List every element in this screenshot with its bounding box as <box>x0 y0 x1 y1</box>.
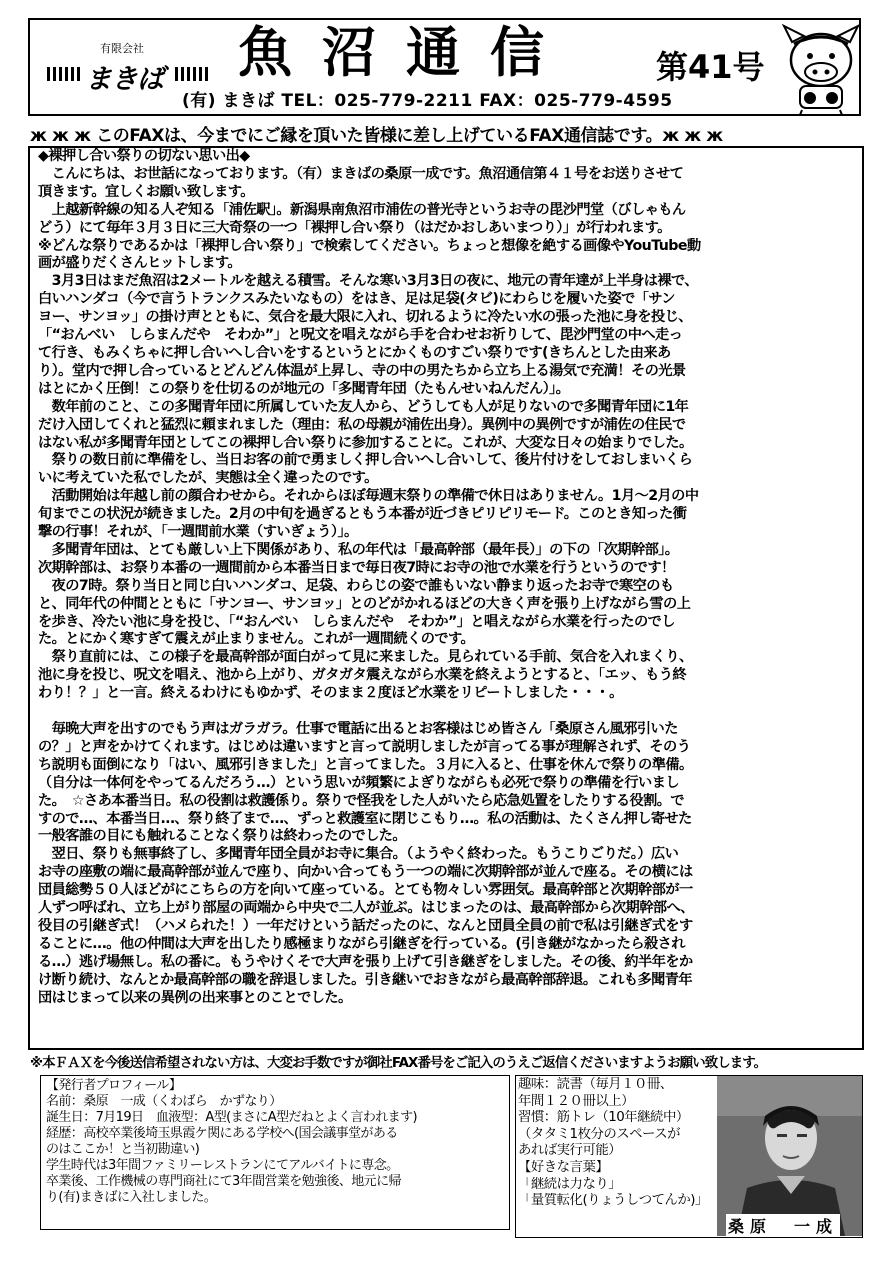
logo-text: まきば <box>85 64 163 95</box>
article-line: わり！？」と一言。終えるわけにもゆかず、そのまま２度ほど水業をリピートしました・・・。 <box>38 685 623 702</box>
article-line: り）。堂内で押し合っているとどんどん体温が上昇し、寺の中の男たちから立ち上る湯気で充満！その光景 <box>38 362 686 379</box>
article-line: すので…、本番当日…、祭り終了まで…、ずっと救護室に閉じこもり…。私の活動は、たくさん押し寄せた <box>38 810 692 827</box>
article-line: 祭りの数日前に準備をし、当日お客の前で勇ましく押し合いへし合いして、後片付けをしておしまいくら <box>38 452 693 469</box>
profile-line: 学生時代は3年間ファミリーレストランにてアルバイトに専念。 <box>46 1158 399 1173</box>
article-line: 旬までこの状況が続きました。2月の中旬を過ぎるともう本番が近づきピリピリモード。このとき知った衝 <box>38 506 687 523</box>
profile-line: のはここか！と当初勘違い) <box>46 1142 200 1157</box>
article-line: ち説明も面倒になり「はい、風邪引きました」と言ってました。３月に入ると、仕事を休んで祭りの準備。 <box>38 756 693 773</box>
article-line: る…）逃げ場無し。私の番に。もうやけくそで大声を張り上げて引き継ぎをしました。その後、約半年をか <box>38 953 693 970</box>
article-line: はとにかく圧倒！この祭りを仕切るのが地元の「多聞青年団（たもんせいねんだん）」。 <box>38 380 570 397</box>
article-line: いに考えていた私でしたが、実態は全く違ったのです。 <box>38 470 378 487</box>
logo-stripes-right <box>175 67 209 81</box>
article-line: 3月3日はまだ魚沼は2メートルを越える積雪。そんな寒い3月3日の夜に、地元の青年達が上半身は裸で、 <box>38 273 699 290</box>
hobby-line: 「量質転化(りょうしつてんか)」 <box>518 1193 708 1209</box>
article-line: （自分は一体何をやってるんだろう…）という思いが頻繁によぎりながらも必死で祭りの準備を行いまし <box>38 774 679 791</box>
company-logo <box>47 57 217 95</box>
article-line: 翌日、祭りも無事終了し、多聞青年団全員がお寺に集合。（ようやく終わった。もうこりごりだ。）広い <box>38 846 679 863</box>
article-line: と、同年代の仲間とともに「サンヨー、サンヨッ」とのどがかれるほどの大きく声を張り上げながら雪の上 <box>38 595 691 612</box>
article-line: ヨー、サンヨッ」の掛け声とともに、気合を最大限に入れ、切れるように冷たい水の張った池に身を投じ、 <box>38 309 692 326</box>
hobby-line: 年間１２０冊以上） <box>518 1093 635 1109</box>
fax-banner: ж ж ж このFAXは、今までにご縁を頂いた皆様に差し上げているFAX通信誌です。ж ж ж <box>30 126 723 146</box>
article-blank-line <box>38 703 854 721</box>
article-line: 祭り直前には、この様子を最高幹部が面白がって見に来ました。見られている手前、気合を入れまくり、 <box>38 649 693 666</box>
profile-line: 卒業後、工作機械の専門商社にて3年間営業を勉強後、地元に帰 <box>46 1174 401 1189</box>
article-body <box>38 148 854 1008</box>
profile-line: 誕生日：7月19日 血液型：A型(まさにA型だねとよく言われます) <box>46 1110 417 1125</box>
hobby-line: （タタミ1枚分のスペースが <box>518 1126 681 1142</box>
company-kind: 有限会社 <box>100 42 144 55</box>
article-line: を歩き、冷たい池に身を投じ、「“おんべい しらまんだや そわか”」と唱えながら水業を行ったのでし <box>38 613 675 630</box>
hobby-line: あれば実行可能） <box>518 1143 622 1159</box>
article-line: 毎晩大声を出すのでもう声はガラガラ。仕事で電話に出るとお客様はじめ皆さん「桑原さん風邪引いた <box>38 721 678 737</box>
article-line: ※どんな祭りであるかは「裸押し合い祭り」で検索してください。ちょっと想像を絶する画像やYouTube動 <box>38 237 701 254</box>
unsubscribe-note: ※本ＦＡＸを今後送信希望されない方は、大変お手数ですが御社FAX番号をご記入のうえご返信くださいますようお願い致します。 <box>30 1056 767 1071</box>
article-line: 一般客誰の目にも触れることなく祭りは終わったのでした。 <box>38 828 407 845</box>
article-line: はない私が多聞青年団としてこの裸押し合い祭りに参加することに。これが、大変な日々の始まりでした。 <box>38 434 693 451</box>
favorite-words-heading: 【好きな言葉】 <box>518 1159 609 1175</box>
photo-caption-name: 桑原 一成 <box>726 1214 840 1237</box>
hobby-line: 「継続は力なり」 <box>518 1176 622 1192</box>
article-line: どう）にて毎年３月３日に三大奇祭の一つ「裸押し合い祭り（はだかおしあいまつり）」が行われます。 <box>38 219 671 236</box>
hobby-line: 趣味：読書（毎月１０冊、 <box>518 1077 673 1092</box>
article-line: 撃の行事！それが、「一週間前水業（すいぎょう）」。 <box>38 524 358 541</box>
logo-stripes-left <box>47 67 81 81</box>
article-line: お寺の座敷の端に最高幹部が並んで座り、向かい合ってもう一つの端に次期幹部が並んで座る。その横には <box>38 864 693 881</box>
hobby-line: 習慣：筋トレ（10年継続中） <box>518 1110 689 1126</box>
profile-line: り(有)まきばに入社しました。 <box>46 1190 217 1205</box>
article-line: た。とにかく寒すぎて震えが止まりません。これが一週間続くのです。 <box>38 631 475 648</box>
profile-line: 経歴：高校卒業後埼玉県霞ケ関にある学校へ(国会議事堂がある <box>46 1126 398 1141</box>
article-line: 役目の引継ぎ式！（ハメられた！）一年だけという話だったのに、なんと団員全員の前で私は引継ぎ式をす <box>38 917 693 934</box>
profile-line: 名前：桑原 一成（くわばら かずなり） <box>46 1094 282 1109</box>
article-heading: ◆裸押し合い祭りの切ない思い出◆ <box>38 148 250 164</box>
article-line: 団はじまって以来の異例の出来事とのことでした。 <box>38 989 352 1006</box>
article-line: の？」と声をかけてくれます。はじめは違いますと言って説明しましたが言ってる事が理解されず、そのう <box>38 738 691 755</box>
publisher-profile <box>46 1078 506 1206</box>
author-photo <box>717 1076 862 1236</box>
article-line: 次期幹部は、お祭り本番の一週間前から本番当日まで毎日夜7時にお寺の池で水業を行うというのです！ <box>38 559 675 576</box>
article-line: 頂きます。宜しくお願い致します。 <box>38 183 254 200</box>
article-line: た。 ☆さあ本番当日。私の役割は救護係り。祭りで怪我をした人がいたら応急処置をしたりする役割。で <box>38 792 685 809</box>
article-line: け断り続け、なんとか最高幹部の職を辞退しました。引き継いでおきながら最高幹部辞退。これも多聞青年 <box>38 971 693 988</box>
newsletter-title: 魚沼通信 <box>238 20 574 84</box>
article-line: て行き、もみくちゃに押し合いへし合いをするというとにかくものすごい祭りです(きちんとした由来あ <box>38 344 671 361</box>
issue-number: 第41号 <box>656 48 765 86</box>
hobby-section <box>518 1077 730 1210</box>
article-line: 夜の7時。祭り当日と同じ白いハンダコ、足袋、わらじの姿で誰もいない静まり返ったお寺で寒空のも <box>38 577 674 594</box>
contact-line: (有) まきば TEL：025-779-2211 FAX：025-779-4595 <box>182 91 673 111</box>
article-line: こんにちは、お世話になっております。（有）まきばの桑原一成です。魚沼通信第４１号をお送りさせて <box>38 165 684 182</box>
article-line: 多聞青年団は、とても厳しい上下関係があり、私の年代は「最高幹部（最年長）」の下の「次期幹部」。 <box>38 541 679 558</box>
article-line: ることに…。他の仲間は大声を出したり感極まりながら引継ぎを行っている。(引き継がなかったら殺され <box>38 935 685 952</box>
article-line: 数年前のこと、この多聞青年団に所属していた友人から、どうしても人が足りないので多聞青年団に1年 <box>38 398 689 415</box>
profile-heading: 【発行者プロフィール】 <box>46 1078 182 1093</box>
article-line: 池に身を投じ、呪文を唱え、池から上がり、ガタガタ震えながら水業を終えようとすると、「エッ、もう終 <box>38 667 687 684</box>
article-line: 画が盛りだくさんヒットします。 <box>38 255 242 272</box>
cow-mascot-icon <box>780 22 862 116</box>
article-line: 白いハンダコ（今で言うトランクスみたいなもの）をはき、足は足袋(タビ)にわらじを履いた姿で「サン <box>38 291 675 308</box>
article-line: だけ入団してくれと猛烈に頼まれました（理由：私の母親が浦佐出身）。異例中の異例ですが浦佐の住民で <box>38 416 686 433</box>
article-line: 団員総勢５０人ほどがにこちらの方を向いて座っている。とても物々しい雰囲気。最高幹部と次期幹部が一 <box>38 882 693 899</box>
article-line: 人ずつ呼ばれ、立ち上がり部屋の両端から中央で二人が並ぶ。はじまったのは、最高幹部から次期幹部へ、 <box>38 900 694 917</box>
article-line: 「“おんべい しらまんだや そわか”」と呪文を唱えながら手を合わせお祈りして、毘沙門堂の中へ走っ <box>38 327 683 344</box>
article-line: 上越新幹線の知る人ぞ知る「浦佐駅」。新潟県南魚沼市浦佐の普光寺というお寺の毘沙門堂（びしゃもん <box>38 201 686 218</box>
article-line: 活動開始は年越し前の顔合わせから。それからほぼ毎週末祭りの準備で休日はありません。1月～2月の中 <box>38 488 699 505</box>
